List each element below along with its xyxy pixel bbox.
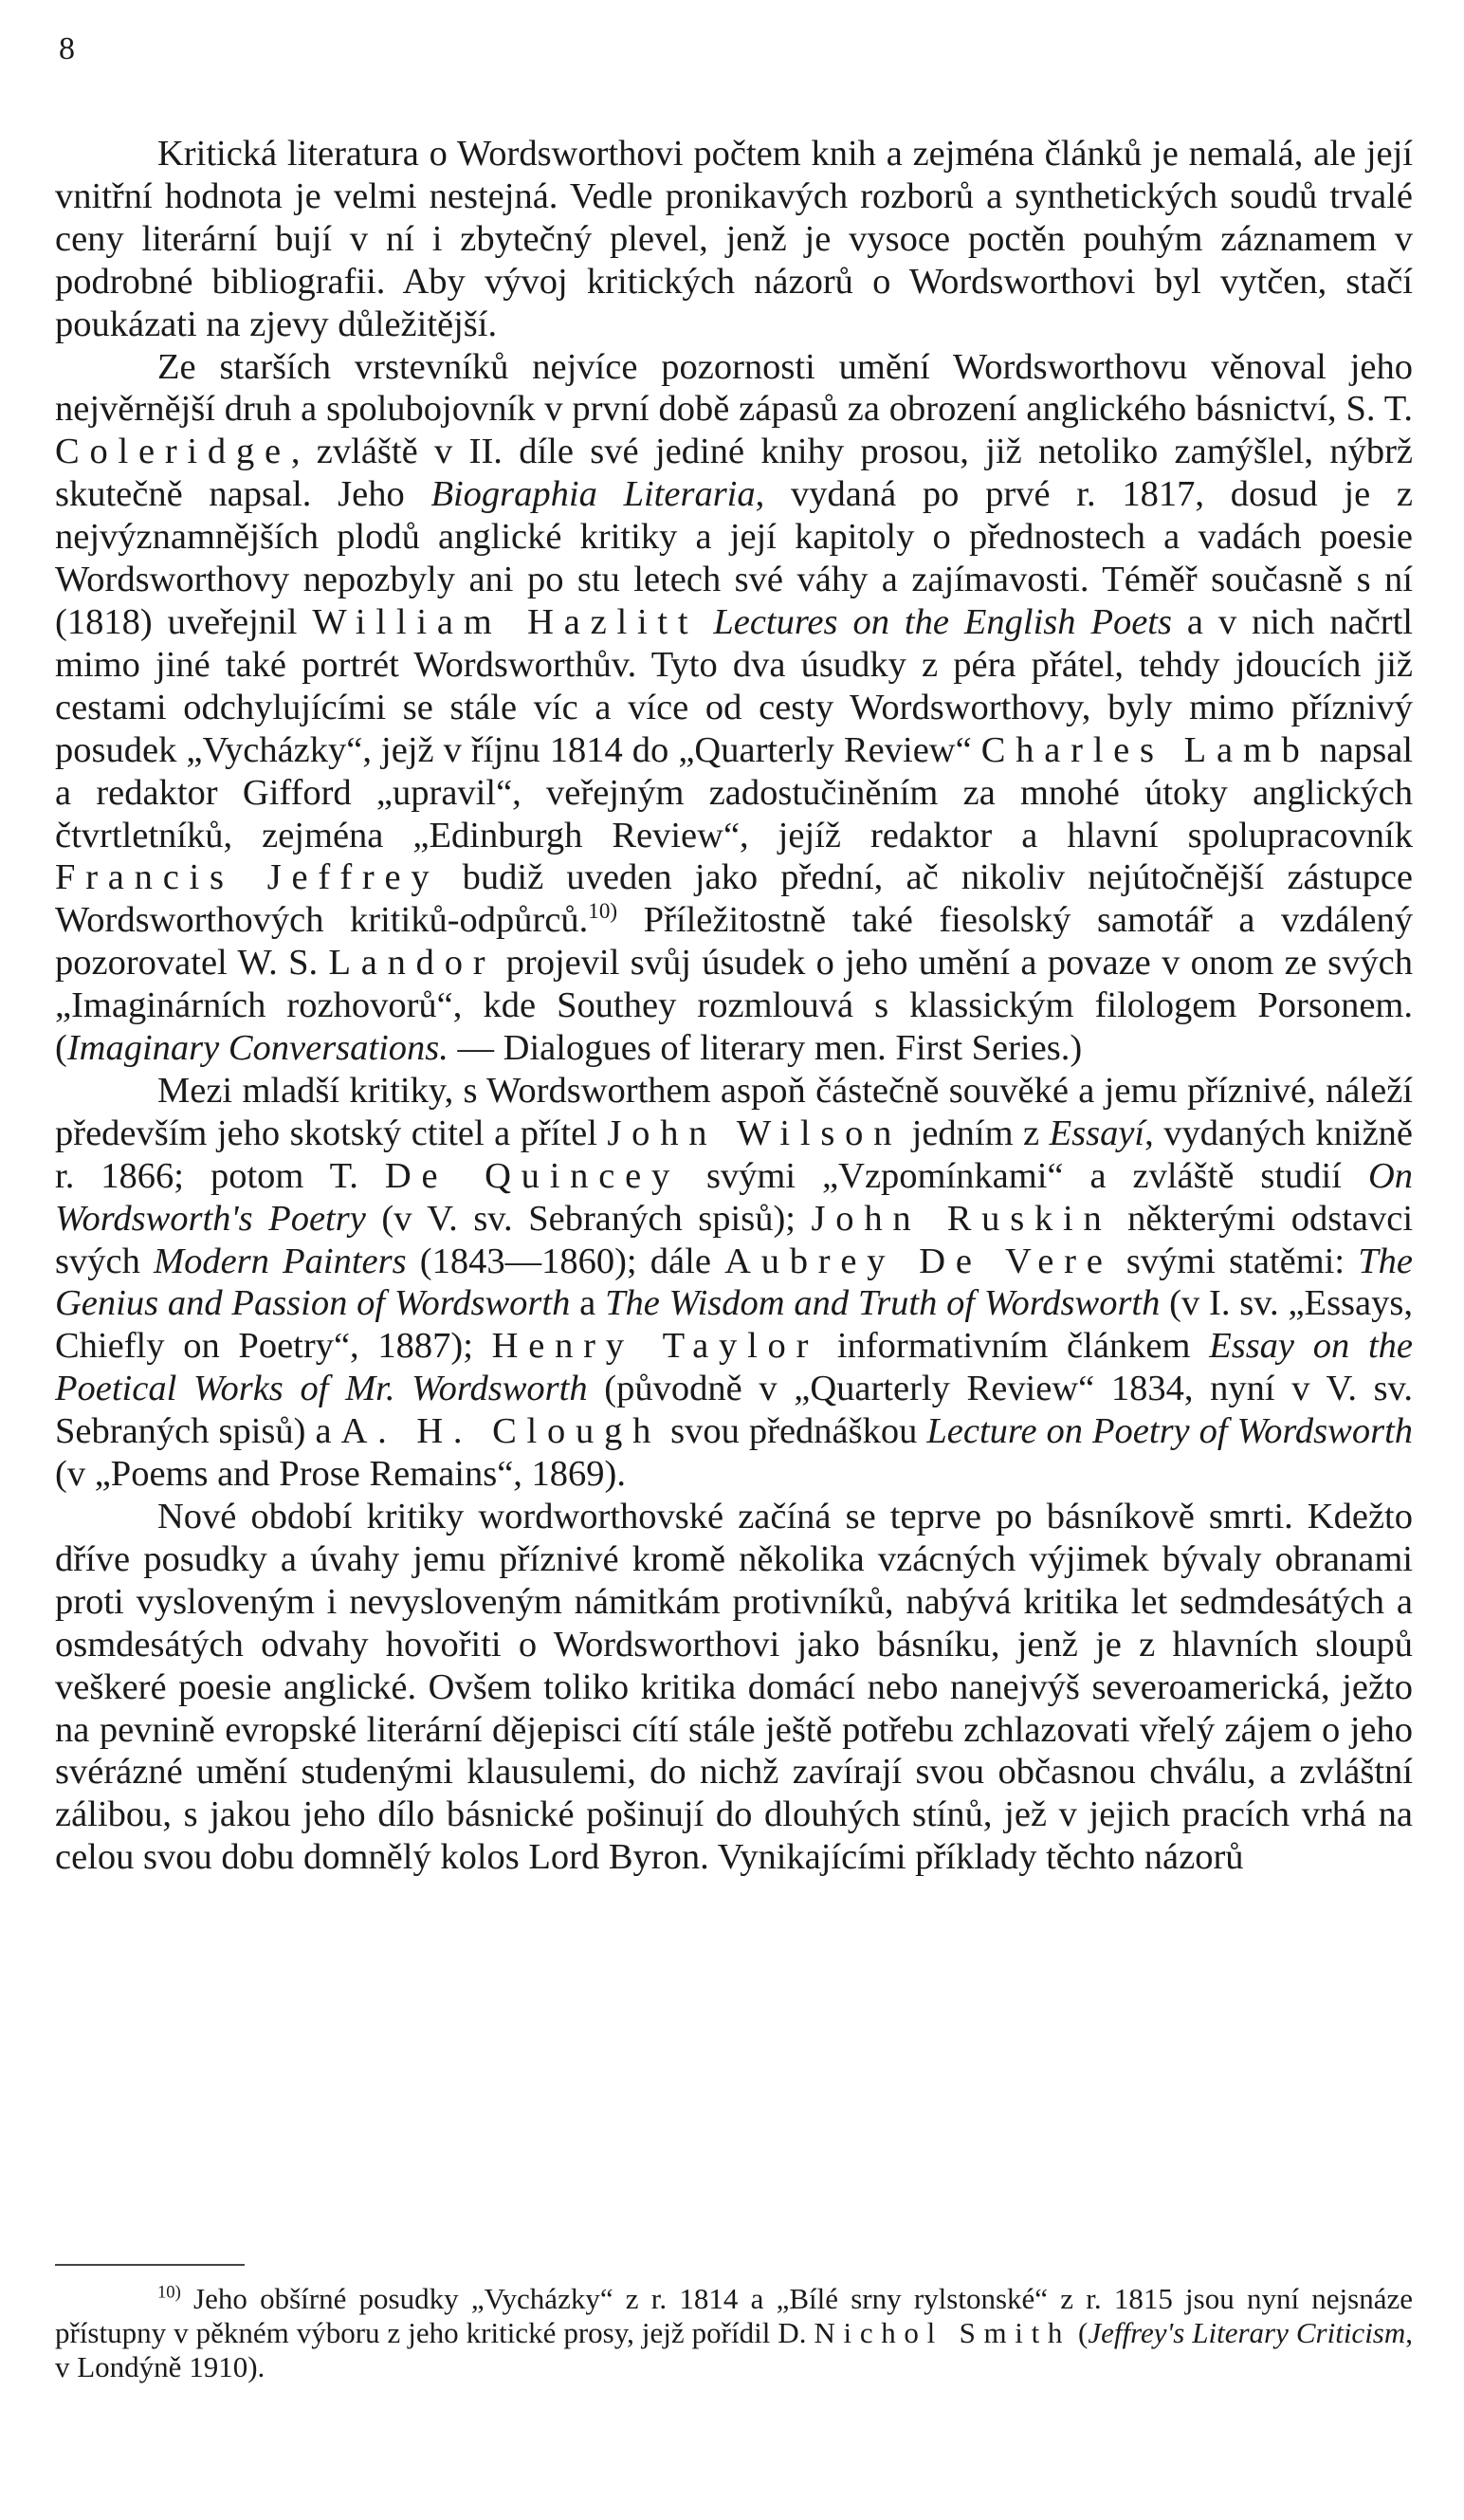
paragraph-2 — [55, 346, 1413, 1070]
text-run: svými „Vzpomínkami“ a zvláště studií — [679, 1155, 1368, 1196]
text-run — [698, 602, 713, 642]
text-run: informativním článkem — [818, 1326, 1210, 1367]
body-text — [55, 133, 1413, 1879]
title-lecture: Lecture on Poetry of Wordsworth — [926, 1411, 1414, 1452]
footnotes — [55, 2282, 1413, 2384]
paragraph-3 — [55, 1070, 1413, 1496]
text-run: , v Londýně 1910). — [55, 2316, 1414, 2383]
title-lectures: Lectures on the English Poets — [713, 601, 1172, 642]
text-run: (v V. sv. Sebraných spisů); — [365, 1198, 812, 1239]
title-jeffreys-criticism: Jeffrey's Literary Criticism — [1088, 2316, 1406, 2349]
paragraph-1: Kritická literatura o Wordsworthovi počtem knih a zejména článků je nemalá, ale její vnitřní hodnota je velmi nestejná. Vedle pronikavých rozborů a synthetických soudů trvalé ceny literární bují v ní i zbytečný plevel, jenž je vysoce poctěn pouhým záznamem v podrobné bibliografii. Aby vývoj kritických názorů o Wordsworthovi byl vytčen, stačí poukázati na zjevy důležitější. — [55, 134, 1413, 344]
spaced-name-smith: Nichol Smith — [814, 2316, 1071, 2349]
title-essay: Essay on the Poetical Works of Mr. Wordsworth — [55, 1326, 1413, 1409]
spaced-name-coleridge: Coleridge — [55, 432, 291, 472]
title-essayi: Essayí — [1049, 1113, 1145, 1153]
footnote-divider — [55, 2264, 245, 2266]
text-run: (v „Poems and Prose Remains“, 1869). — [55, 1454, 626, 1495]
spaced-name-hazlitt: William Hazlitt — [312, 601, 699, 642]
spaced-name-devere: Aubrey De Vere — [724, 1241, 1113, 1281]
footnote-ref: 10) — [588, 898, 618, 924]
spaced-name-wilson: John Wilson — [607, 1113, 903, 1153]
spaced-name-lamb: Charles Lamb — [980, 729, 1310, 770]
spaced-name-ruskin: John Ruskin — [811, 1198, 1112, 1239]
page-number: 8 — [59, 31, 75, 66]
footnote-10 — [55, 2282, 1413, 2384]
spaced-name-dequincey: De Quincey — [384, 1155, 680, 1196]
text-run: některými odstavci svých — [55, 1198, 1414, 1281]
title-biographia: Biographia Literaria — [430, 474, 756, 515]
text-run: , vydaných knižně r. 1866; potom T. — [55, 1113, 1413, 1196]
spaced-name-landor: Landor — [328, 943, 496, 984]
text-run: jedním z — [902, 1113, 1050, 1153]
text-run: Jeho obšírné posudky „Vycházky“ z r. 1814 a „Bílé srny rylstonské“ z r. 1815 jsou nyní nejsnáze přístupny v pěkném výboru z jeho kritické prosy, jejž pořídil D. — [55, 2282, 1413, 2349]
title-genius: The Genius and Passion of Wordsworth — [55, 1241, 1413, 1324]
spaced-name-jeffrey: Francis Jeffrey — [55, 857, 440, 898]
text-run: a — [570, 1283, 606, 1324]
spaced-name-clough: A. H. Clough — [340, 1411, 662, 1452]
paragraph-4: Nové období kritiky wordworthovské začíná se teprve po básníkově smrti. Kdežto dříve posudky a úvahy jemu příznivé kromě několika vzácných výjimek bývaly obranami proti vysloveným i nevysloveným námitkám protivníků, nabývá kritika let sedmdesátých a osmdesátých odvahy hovořiti o Wordsworthovi jako básníku, jenž je z hlavních sloupů veškeré poesie anglické. Ovšem toliko kritika domácí nebo nanejvýš severoamerická, ježto na pevnině evropské literární dějepisci cítí stále ještě potřebu zchlazovati vřelý zájem o jeho svérázné umění studenými klausulemi, do nichž zavírají svou občasnou chválu, a zvláštní zálibou, s jakou jeho dílo básnické pošinují do dlouhých stínů, jež v jejich pracích vrhá na celou svou dobu domnělý kolos Lord Byron. Vynikajícími příklady těchto názorů — [55, 1497, 1413, 1878]
text-run: Ze starších vrstevníků nejvíce pozornosti umění Wordsworthovu věnoval jeho nejvěrnější druh a spolubojovník v první době zápasů za obrození anglického básnictví, S. T. — [55, 346, 1413, 430]
title-on-wordsworths-poetry: On Wordsworth's Poetry — [55, 1155, 1413, 1239]
text-run: (1843—1860); dále — [406, 1241, 725, 1281]
text-run: napsal a redaktor Gifford „upravil“, veřejným zadostučiněním za mnohé útoky anglických čtvrtletníků, zejména „Edinburgh Review“, jejíž redaktor a hlavní spolupracovník — [55, 729, 1413, 855]
text-run: , vydaná po prvé r. 1817, dosud je z nejvýznamnějších plodů anglické kritiky a její kapitoly o přednostech a vadách poesie Wordsworthovy nepozbyly ani po stu letech své váhy a zajímavosti. Téměř současně s ní (1818) uveřejnil — [55, 474, 1414, 642]
text-run: budiž uveden jako přední, ač nikoliv nejútočnější zástupce Wordsworthových kritiků-odpůrců. — [55, 857, 1413, 941]
text-run: , zvláště v II. díle své jediné knihy prosou, již netoliko zamýšlel, nýbrž skutečně napsal. Jeho — [55, 432, 1413, 515]
text-run: projevil svůj úsudek o jeho umění a povaze v onom ze svých „Imaginárních rozhovorů“, kde Southey rozmlouvá s klassickým filologem Porsonem. ( — [55, 943, 1414, 1069]
text-run: svou přednáškou — [661, 1411, 927, 1452]
text-run: a v nich načrtl mimo jiné také portrét Wordsworthův. Tyto dva úsudky z péra přátel, tehdy jdoucích již cestami odchylujícími se stále víc a více od cesty Wordsworthovy, byly mimo příznivý posudek „Vycházky“, jejž v říjnu 1814 do „Quarterly Review“ — [55, 601, 1414, 770]
text-run: Mezi mladší kritiky, s Wordsworthem aspoň částečně souvěké a jemu příznivé, náleží především jeho skotský ctitel a přítel — [55, 1070, 1413, 1153]
title-wisdom: The Wisdom and Truth of Wordsworth — [605, 1283, 1161, 1324]
text-run: (původně v „Quarterly Review“ 1834, nyní v V. sv. Sebraných spisů) a — [55, 1369, 1414, 1452]
footnote-mark: 10) — [157, 2282, 181, 2303]
text-run: Příležitostně také fiesolský samotář a vzdálený pozorovatel W. S. — [55, 900, 1413, 984]
spaced-name-taylor: Henry Taylor — [491, 1326, 819, 1367]
text-run: svými statěmi: — [1112, 1241, 1359, 1281]
text-run: — Dialogues of literary men. First Series.) — [448, 1028, 1083, 1069]
text-run: (v I. sv. „Essays, Chiefly on Poetry“, 1887); — [55, 1283, 1413, 1367]
title-imaginary: Imaginary Conversations. — [66, 1028, 448, 1069]
text-run: ( — [1071, 2316, 1089, 2349]
title-modern-painters: Modern Painters — [154, 1241, 407, 1281]
